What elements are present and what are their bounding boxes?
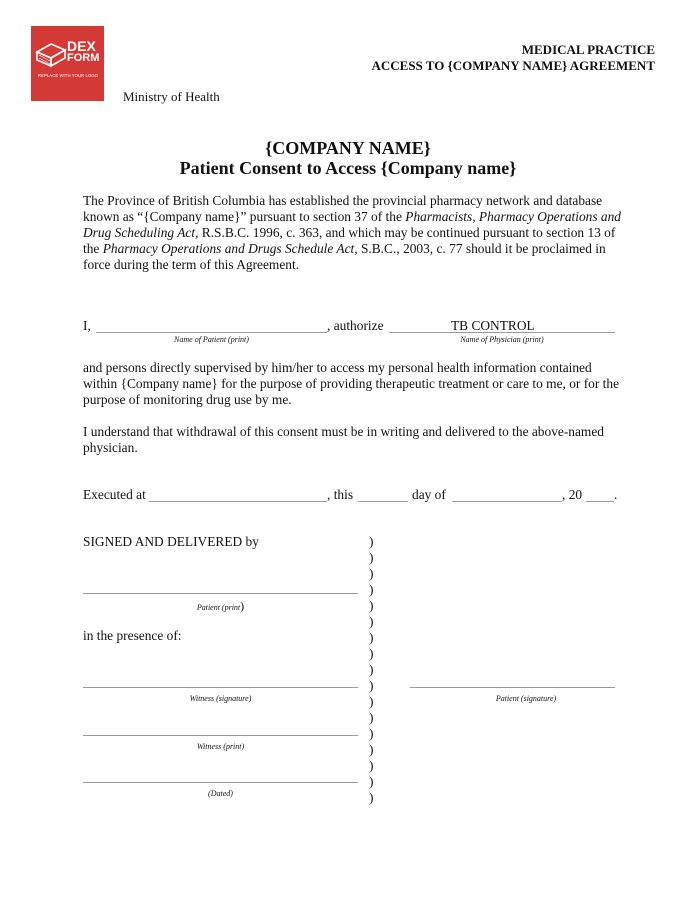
company-title: {COMPANY NAME} <box>265 138 431 158</box>
logo-brand-top: DEX <box>67 38 96 54</box>
dated-field[interactable] <box>83 782 358 783</box>
header-line-2: ACCESS TO {COMPANY NAME} AGREEMENT <box>371 58 655 73</box>
intro-text-2: R.S.B.C. 1996, c. 363, and which may be continued pursuant to section 13 of the <box>83 225 616 256</box>
document-title: Patient Consent to Access {Company name} <box>179 158 517 178</box>
dated-caption: (Dated) <box>208 789 233 798</box>
witness-print-caption: Witness (print) <box>196 742 245 751</box>
patient-print-field[interactable] <box>83 593 358 594</box>
bracket: ) <box>369 726 374 741</box>
patient-print-caption-paren: ) <box>240 599 245 613</box>
executed-month-field[interactable] <box>452 501 562 502</box>
signed-delivered-label: SIGNED AND DELIVERED by <box>83 534 259 549</box>
bracket: ) <box>369 646 374 661</box>
patient-name-field[interactable] <box>96 332 327 333</box>
witness-signature-caption: Witness (signature) <box>189 694 252 703</box>
physician-name-caption: Name of Physician (print) <box>460 335 544 344</box>
intro-text-1: The Province of British Columbia has established the provincial pharmacy network and database known as “{Company name}” pursuant to section 37 of the <box>83 193 603 224</box>
ministry-label: Ministry of Health <box>123 89 220 104</box>
patient-print-caption <box>83 599 358 614</box>
physician-name-value: TB CONTROL <box>451 318 535 333</box>
bracket: ) <box>369 774 374 789</box>
bracket: ) <box>369 630 374 645</box>
executed-year-field[interactable] <box>586 501 614 502</box>
bracket: ) <box>369 582 374 597</box>
intro-act-2: Pharmacy Operations and Drugs Schedule Act, <box>102 241 358 256</box>
patient-signature-field[interactable] <box>410 687 615 688</box>
logo-brand-bottom: FORM <box>67 52 100 64</box>
bracket: ) <box>369 614 374 629</box>
box-icon <box>35 40 67 68</box>
withdrawal-paragraph: I understand that withdrawal of this consent must be in writing and delivered to the above-named physician. <box>83 424 604 455</box>
witness-print-field[interactable] <box>83 735 358 736</box>
intro-act-1: Pharmacists, Pharmacy Operations and Drug Scheduling Act, <box>83 209 621 240</box>
executed-year-label: , 20 <box>562 487 583 502</box>
patient-print-caption-text: Patient (print <box>196 603 241 612</box>
company-logo <box>31 26 104 101</box>
bracket: ) <box>369 550 374 565</box>
consent-paragraph: and persons directly supervised by him/her to access my personal health information contained within {Company name} for the purpose of providing therapeutic treatment or care to me, or for the purpose of monitoring drug use by me. <box>83 360 620 407</box>
intro-paragraph <box>83 193 623 273</box>
executed-this-label: , this <box>327 487 354 502</box>
bracket: ) <box>369 534 374 549</box>
presence-label: in the presence of: <box>83 628 182 643</box>
executed-place-field[interactable] <box>149 501 327 502</box>
authorize-prefix: I, <box>83 318 91 333</box>
patient-signature-caption: Patient (signature) <box>495 694 557 703</box>
logo-tagline: REPLACE WITH YOUR LOGO <box>37 73 99 78</box>
bracket: ) <box>369 742 374 757</box>
bracket: ) <box>369 790 374 805</box>
executed-day-of-label: day of <box>412 487 446 502</box>
bracket: ) <box>369 566 374 581</box>
intro-text-3: S.B.C., 2003, c. 77 should it be proclaimed in force during the term of this Agreement. <box>83 241 606 272</box>
authorize-label: , authorize <box>327 318 384 333</box>
executed-period: . <box>614 487 618 502</box>
header-line-1: MEDICAL PRACTICE <box>521 42 655 57</box>
bracket: ) <box>369 598 374 613</box>
bracket: ) <box>369 710 374 725</box>
bracket: ) <box>369 678 374 693</box>
bracket: ) <box>369 758 374 773</box>
bracket-column <box>369 534 373 806</box>
bracket: ) <box>369 662 374 677</box>
patient-name-caption: Name of Patient (print) <box>174 335 249 344</box>
bracket: ) <box>369 694 374 709</box>
executed-day-field[interactable] <box>358 501 408 502</box>
executed-label: Executed at <box>83 487 146 502</box>
document-header <box>371 42 655 74</box>
witness-signature-field[interactable] <box>83 687 358 688</box>
